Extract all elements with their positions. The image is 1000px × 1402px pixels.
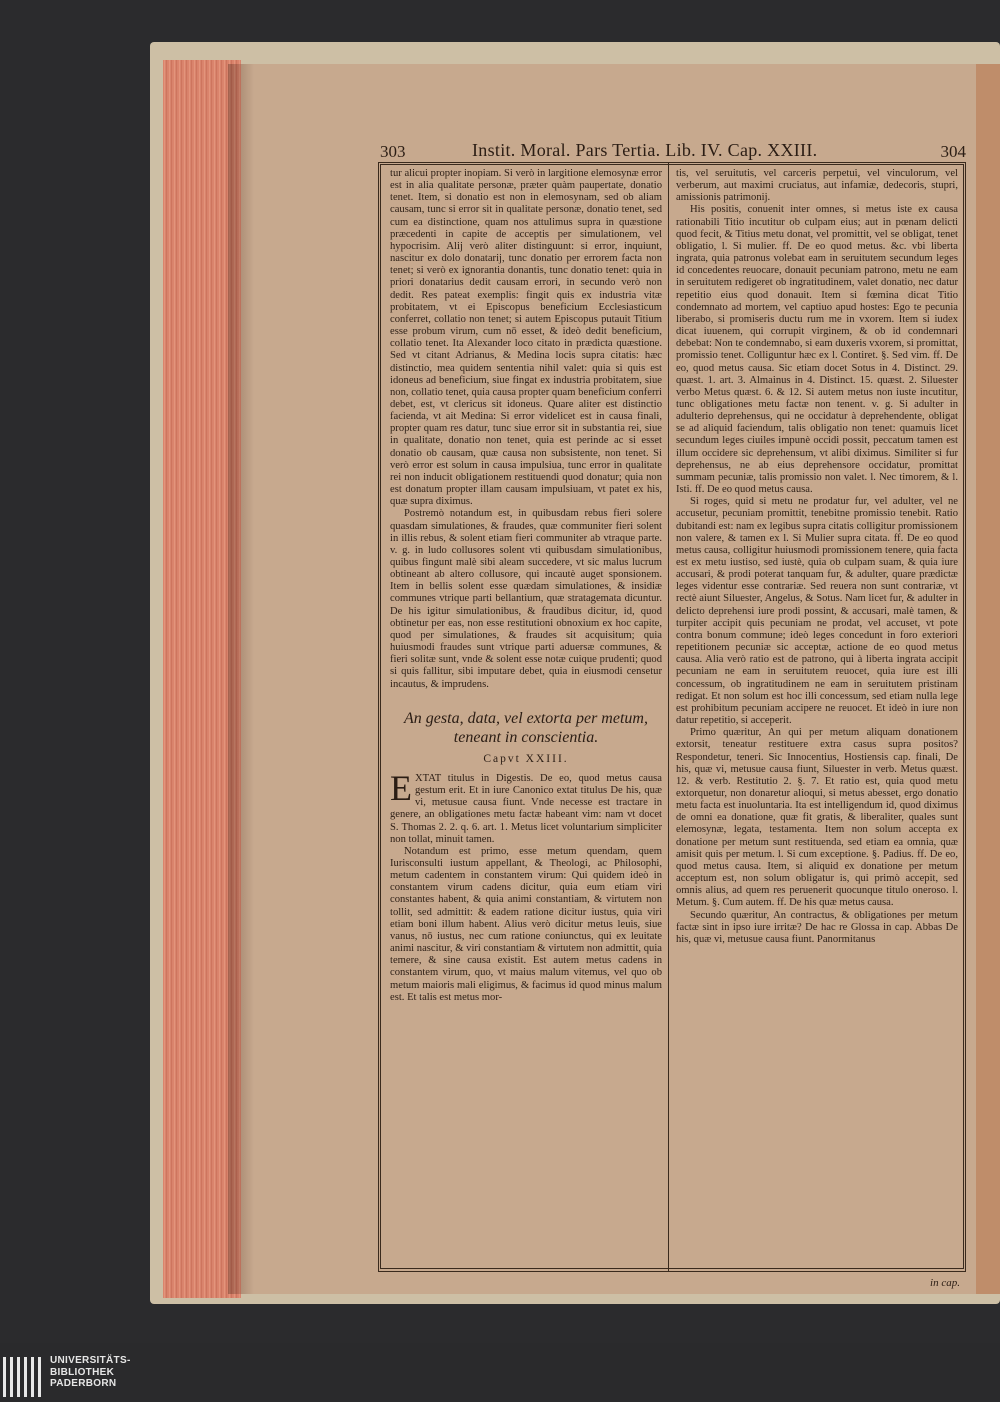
column-rule [668, 162, 669, 1272]
right-paragraph-2: His positis, conuenit inter omnes, si metus iste ex causa rationabili Titio incutitur ob culpam eius; aut in pœnam delicti quod fecit, & Titius metu donat, vel promittit, vel se obligat, tenet obligatio, l. Si mulier. ff. De eo quod metus. &c. vbi liberta ingrata, quia patronus volebat eam in seruitutem secundum leges id concedentes reuocare, donauit pecuniam patrono, metu ne eam in seruitutem redigeret ob ingratitudinem, valet donatio, nec datur repetitio eius quod donauit. Item si fœmina dicat Titio condemnato ad mortem, vel captiuo apud hostes: Ego te pecunia liberabo, si promiseris ductu rum me in vxorem. Item si iudex dicat iuuenem, qui corrupit virginem, & ob id condemnari debebat: Non te condemnabo, si eam duxeris vxorem, si promittat, promissio tenet. Colliguntur hæc ex l. Contiret. §. Sed vim. ff. De eo, quod metus causa. Sic etiam docet Sotus in 4. Distinct. 29. quæst. 1. art. 3. Almainus in 4. Distinct. 15. quæst. 2. Siluester verbo Metus quæst. 6. & 12. Si autem metus non iuste incutitur, tunc obligationes metu factæ non tenent. v. g. Si adulter in adulterio deprehensus, qui ne occidatur à deprehendente, obligat se ad aliquid faciendum, talis obligatio non tenet: quamuis licet secundum leges ciuiles impunè occidi possit, peccatum tamen est illum occidere sic deprehensum, vt alibi diximus. Similiter si fur deprehensus, ne ab eius deprehensore occidatur, promittat summam pecuniæ, talis promissio non valet. l. Nec timorem, & l. Isti. ff. De eo quod metus causa. [676, 204, 958, 496]
gutter-shadow [228, 64, 254, 1294]
page-number-right: 304 [940, 142, 966, 161]
right-paragraph-5: Secundo quæritur, An contractus, & obligationes per metum factæ sint in ipso iure irritæ? De hac re Glossa in cap. Abbas De his, quæ vi, metusue causa fiunt. Panormitanus [676, 909, 958, 945]
right-page-edge [976, 64, 1000, 1294]
page-header [378, 142, 966, 162]
text-block [378, 140, 966, 1289]
left-column [390, 168, 662, 1004]
logo-line-2: BIBLIOTHEK [50, 1366, 115, 1378]
right-paragraph-1: tis, vel seruitutis, vel carceris perpetui, vel vinculorum, vel verberum, aut maximi cruciatus, aut infamiæ, dedecoris, stupri, amissionis patrimonij. [676, 168, 958, 204]
logo-bars-icon [3, 1357, 43, 1397]
catchword: in cap. [930, 1277, 960, 1289]
chapter-label: Capvt XXIII. [483, 752, 569, 765]
left-paragraph-3-text: XTAT titulus in Digestis. De eo, quod metus causa gestum erit. Et in iure Canonico extat titulus De his, quæ vi, metusue causa fiunt. Vnde necesse est tractare in genere, an obligationes metu factæ habeant vim: nam vt docet S. Thomas 2. 2. q. 6. art. 1. Metus licet voluntarium simpliciter non tollat, minuit tamen. [390, 772, 662, 845]
left-paragraph-4: Notandum est primo, esse metum quendam, quem Iurisconsulti iustum appellant, & Theologi, ac Philosophi, metum cadentem in constantem virum: Qui quidem ideò in constantem virum cadens dicitur, quia eum etiam viri constantes habent, & quia animi constantiam, & virtutem non tollit, sed admittit: & eadem ratione dicitur iustus, quia viri etiam boni illum habent. Alius verò dicitur metus leuis, siue vanus, nō iustus, nec cum ratione coniunctus, qui ex leuitate animi nascitur, & viri constantiam & virtutem non admittit, quia temere, & sine causa existit. Est autem metus cadens in constantem virum, quo, vt maius malum vitemus, vel quo ob metum maioris mali eligimus, & facimus id quod minus malum est. Et talis est metus mor- [390, 845, 662, 1003]
left-paragraph-2: Postremò notandum est, in quibusdam rebus fieri solere quasdam simulationes, & fraudes, quæ communiter fieri solent in illis rebus, & solent etiam fieri communiter ab vtraque parte. v. g. in ludo collusores solent vti quibusdam simulationibus, quibus fingunt malè sibi aleam succedere, vt sic malus lucrum obtineant ab altero collusore, qui incautè auget sponsionem. Item in bellis solent esse quædam simulationes, & insidiæ communes vtrique parti bellantium, quæ stratagemata dicuntur. De his igitur simulationibus, & fraudibus dicitur, id, quod obtinetur per eas, non esse restitutioni obnoxium ex hoc capite, quod per simulationes, & fraudes sit acquisitum; quia huiusmodi fraudes sunt vtrique parti aduersæ communes, & fieri solitæ sunt, vnde & solent esse notæ cuique prudenti; quod si quis fallitur, sibi imputare debet, quia in eiusmodi censetur incautus, & imprudens. [390, 508, 662, 690]
right-column [676, 168, 958, 946]
chapter-headline: An gesta, data, vel extorta per metum, teneant in conscientia. [404, 709, 648, 746]
left-paragraph-1: tur alicui propter inopiam. Si verò in largitione elemosynæ error est in alia qualitate personæ, præter quàm paupertate, donatio tenet. Item, si donatio est non in elemosynam, sed ob aliam causam, tunc si error sit in qualitate personæ, donatio tenet, sed cum ea distinctione, quam nos attulimus supra in quæstione præcedenti in capite de acceptis per simulationem, vel hypocrisim. Alij verò aliter distinguunt: si error, inquiunt, nascitur ex dolo donatarij, tunc donatio per errorem facta non tenet; si verò ex ignorantia donantis, tunc donatio tenet: quia in priori donatarius dedit causam errori, in secundo verò non dedit. Res pateat exemplis: fingit quis ex industria vitæ probitatem, vt ei Episcopus beneficium Ecclesiasticum conferret, collatio non tenet; si autem Episcopus putauit Titium esse probum virum, cum nō esset, & ideò dedit beneficium, collatio tenet. Ita Alexander loco citato in prædicta quæstione. Sed vt citant Adrianus, & Medina locis supra citatis: hæc distinctio, mea quidem sententia nihil valet: quia si quis est idoneus ad beneficium, siue fingat ex industria probitatem, siue non, collatio tenet, quia causa propter quam beneficium conferri debet, est, vt clericus sit idoneus. Quare aliter est distinctio facienda, vt ait Medina: Si error videlicet est in causa finali, propter quam res datur, tunc siue error sit in substantia rei, siue in qualitate, donatio non tenet, quia est perinde ac si esset donatio ob causam, quæ causa non subsistente, non tenet. Si verò error est solum in causa impulsiua, tunc error in qualitate rei non inducit obligationem restituendi quod donatur; quia non est donatum propter illam causam impulsiuam, vt patet ex his, quæ supra diximus. [390, 168, 662, 508]
page-number-left: 303 [380, 142, 406, 161]
library-logo [0, 1349, 140, 1402]
logo-text [50, 1355, 131, 1390]
logo-line-1: UNIVERSITÄTS- [50, 1355, 131, 1366]
left-paragraph-3 [390, 767, 662, 846]
drop-capital: E [390, 767, 412, 808]
right-paragraph-4: Primo quæritur, An qui per metum aliquam donationem extorsit, teneatur restituere extra casus supra positos? Respondetur, teneri. Sic Innocentius, Hostiensis cap. finali, De his, quæ vi, metusue causa fiunt, Siluester in verb. Metus quæst. 12. & verb. Restitutio 2. §. 7. Et ratio est, quia quod metu extorquetur, non donaretur alioqui, si metus abesset, ergo donatio metu facta est inuoluntaria. Ita est intelligendum id, quod diximus de omni ea donatione, quæ fit gratis, & liberaliter, quales sunt elemosynæ, legata, testamenta. Item non solum accepta ex donatione per metum sunt restituenda, sed etiam ea omnia, quæ amisit quis per metum. l. Si cum exceptione. §. Padius. ff. De eo, quod metus causa. Item, si aliquid ex donatione per metum acceptum est, non solum obligatur is, qui primò accepit, sed omnis alius, ad quem res peruenerit quocunque titulo oneroso. l. Metum. §. Cum autem. ff. De his quæ metus causa. [676, 727, 958, 909]
running-title: Instit. Moral. Pars Tertia. Lib. IV. Cap. XXIII. [472, 140, 818, 160]
logo-line-3: PADERBORN [50, 1378, 117, 1389]
right-paragraph-3: Si roges, quid si metu ne prodatur fur, vel adulter, vel ne accusetur, pecuniam promittit, tenebitne promissio tenebit. Ratio dubitandi est: nam ex legibus supra citatis colligitur promissionem non valere, & tamen ex l. Si Mulier supra citata. ff. De eo quod metus causa, colligitur huiusmodi promissionem tenere, quia facta est ex metu iustiso, sed iustè, quia ob culpam suam, & quia iure accusari, & prodi poterat tanquam fur, & adulter, quare prædictæ leges videntur esse contrariæ. Sed reuera non sunt contrariæ, vt rectè aiunt Siluester, Angelus, & Sotus. Nam licet fur, & adulter in delicto deprehensi iure prodi possint, & accusari, malè tamen, & turpiter accipit quis pecuniam ne prodat, vel accuset, vt pote contra bonum commune; ideò leges concedunt in foro exteriori repetitionem pecuniæ sic acceptæ, actione de eo quod metus causa. Alia verò ratio est de patrono, qui à liberta ingrata accipit pecuniam ne eam in seruitutem reuocet, quia iure est illi concessum, ob ingratitudinem ne eam in seruitutem pristinam redigat. Et non solum est hoc illi concessum, sed etiam nulla lege est prohibitum pecuniam accipere ne reuocet. Et ideò in iure non datur repetitio, si acceperit. [676, 496, 958, 727]
